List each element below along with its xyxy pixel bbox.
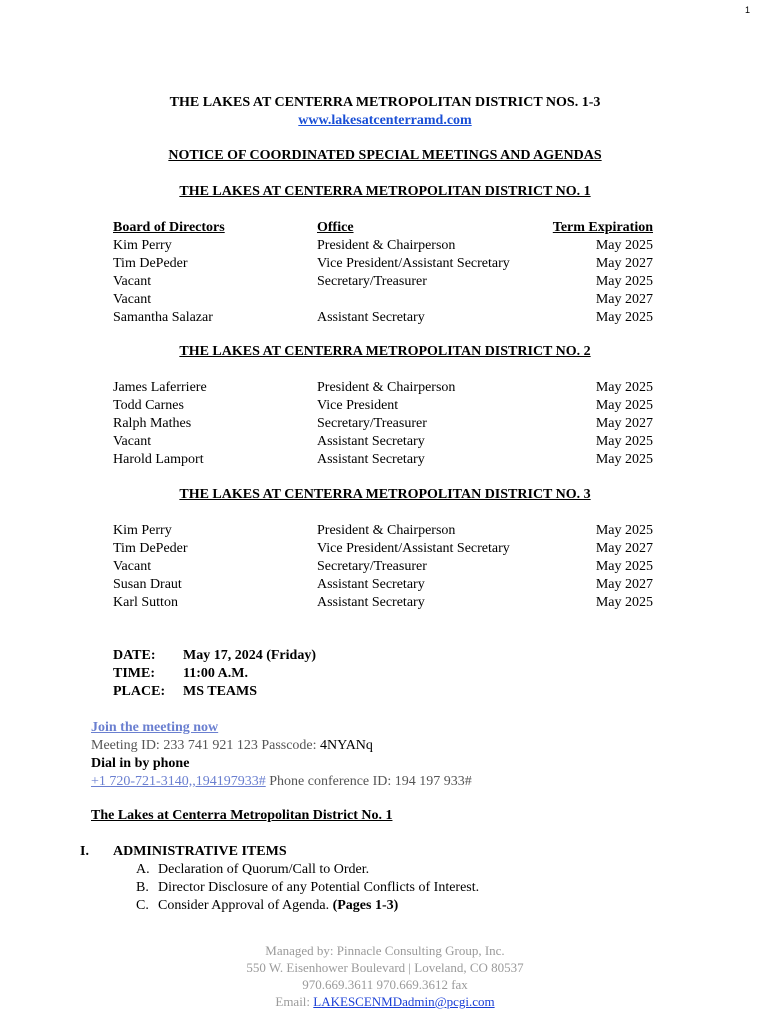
member-term: May 2025 <box>595 452 653 467</box>
agenda-item-letter: C. <box>136 898 149 913</box>
roster-row <box>113 433 653 451</box>
member-name: Todd Carnes <box>113 398 184 413</box>
website-link-wrap <box>0 113 770 129</box>
roster-row <box>113 273 653 291</box>
footer-email-link[interactable]: LAKESCENMDadmin@pcgi.com <box>313 994 495 1009</box>
date-value: May 17, 2024 (Friday) <box>183 648 316 663</box>
page-number: 1 <box>744 5 750 15</box>
roster-row <box>113 594 653 612</box>
agenda-item <box>80 879 479 897</box>
place-label: PLACE: <box>113 684 166 699</box>
meeting-id-line <box>91 737 472 755</box>
footer-managed-by: Managed by: Pinnacle Consulting Group, Inc. <box>265 943 505 958</box>
roster-row <box>113 558 653 576</box>
agenda-item-letter: A. <box>136 862 150 877</box>
teams-join-info <box>91 719 472 791</box>
member-term: May 2025 <box>595 274 653 289</box>
header-office: Office <box>317 220 354 235</box>
member-term: May 2027 <box>595 416 653 431</box>
member-office <box>317 291 533 309</box>
footer-email-label: Email: <box>275 994 314 1009</box>
member-office: Secretary/Treasurer <box>317 416 427 431</box>
district-3-roster <box>113 522 653 612</box>
time-label: TIME: <box>113 666 155 681</box>
member-term: May 2025 <box>595 523 653 538</box>
district-1-roster <box>113 219 653 327</box>
footer-phone-fax: 970.669.3611 970.669.3612 fax <box>302 977 468 992</box>
member-term: May 2025 <box>595 434 653 449</box>
agenda-item <box>80 897 479 915</box>
agenda-section <box>80 843 479 915</box>
member-term: May 2025 <box>595 238 653 253</box>
member-term: May 2025 <box>595 559 653 574</box>
member-term: May 2027 <box>595 256 653 271</box>
join-meeting-link[interactable]: Join the meeting now <box>91 720 219 735</box>
agenda-item-text: Director Disclosure of any Potential Conflicts of Interest. <box>158 880 480 895</box>
member-name: Tim DePeder <box>113 256 188 271</box>
roster-row <box>113 540 653 558</box>
member-name: Ralph Mathes <box>113 416 192 431</box>
member-name: Vacant <box>113 434 152 449</box>
member-term: May 2027 <box>595 541 653 556</box>
member-office: President & Chairperson <box>317 238 456 253</box>
member-office: Secretary/Treasurer <box>317 559 427 574</box>
member-name: Vacant <box>113 274 152 289</box>
member-name: Vacant <box>113 559 152 574</box>
section-title: The Lakes at Centerra Metropolitan District No. 1 <box>91 808 393 823</box>
agenda-item <box>80 861 479 879</box>
roster-row <box>113 415 653 433</box>
phone-line <box>91 773 472 791</box>
meeting-date-row <box>113 647 316 665</box>
date-label: DATE: <box>113 648 156 663</box>
member-name: Samantha Salazar <box>113 310 213 325</box>
footer-email-line <box>0 993 770 1010</box>
member-name: Karl Sutton <box>113 595 178 610</box>
agenda-heading-row <box>80 843 479 861</box>
member-office: Assistant Secretary <box>317 434 425 449</box>
member-office: Assistant Secretary <box>317 310 425 325</box>
roster-row <box>113 522 653 540</box>
member-term: May 2027 <box>595 292 653 307</box>
member-name: James Laferriere <box>113 380 207 395</box>
member-office: Vice President/Assistant Secretary <box>317 541 510 556</box>
roster-row <box>113 379 653 397</box>
member-name: Kim Perry <box>113 523 172 538</box>
member-term: May 2025 <box>595 595 653 610</box>
footer <box>0 942 770 1010</box>
member-office: Assistant Secretary <box>317 452 425 467</box>
member-term: May 2025 <box>595 310 653 325</box>
roster-row <box>113 576 653 594</box>
district-2-title: THE LAKES AT CENTERRA METROPOLITAN DISTRICT NO. 2 <box>179 344 591 359</box>
notice-heading: NOTICE OF COORDINATED SPECIAL MEETINGS AND AGENDAS <box>168 148 602 163</box>
district-3-title: THE LAKES AT CENTERRA METROPOLITAN DISTRICT NO. 3 <box>179 487 591 502</box>
member-office: Vice President <box>317 398 399 413</box>
member-office: Assistant Secretary <box>317 595 425 610</box>
member-office: Assistant Secretary <box>317 577 425 592</box>
phone-number-link[interactable]: +1 720-721-3140,,194197933# <box>91 774 266 789</box>
member-office: President & Chairperson <box>317 380 456 395</box>
member-office: Secretary/Treasurer <box>317 274 427 289</box>
roster-row <box>113 397 653 415</box>
member-office: Vice President/Assistant Secretary <box>317 256 510 271</box>
roster-row <box>113 237 653 255</box>
agenda-roman-numeral: I. <box>80 844 89 859</box>
member-name: Kim Perry <box>113 238 172 253</box>
roster-row <box>113 309 653 327</box>
member-office: President & Chairperson <box>317 523 456 538</box>
roster-row <box>113 255 653 273</box>
member-name: Susan Draut <box>113 577 182 592</box>
passcode-text: 4NYANq <box>320 738 373 753</box>
member-name: Harold Lamport <box>113 452 204 467</box>
header-board-of-directors: Board of Directors <box>113 220 225 235</box>
roster-header-row <box>113 219 653 237</box>
roster-row <box>113 291 653 309</box>
website-link[interactable]: www.lakesatcenterramd.com <box>298 113 472 128</box>
agenda-item-text: Consider Approval of Agenda. (Pages 1-3) <box>158 898 399 913</box>
dial-in-heading: Dial in by phone <box>91 756 190 771</box>
district-1-title: THE LAKES AT CENTERRA METROPOLITAN DISTRICT NO. 1 <box>179 184 591 199</box>
join-line <box>91 719 472 737</box>
meeting-place-row <box>113 683 316 701</box>
place-value: MS TEAMS <box>183 684 258 699</box>
member-name: Tim DePeder <box>113 541 188 556</box>
agenda-item-letter: B. <box>136 880 149 895</box>
time-value: 11:00 A.M. <box>183 666 248 681</box>
member-term: May 2025 <box>595 380 653 395</box>
member-term: May 2025 <box>595 398 653 413</box>
meeting-id-text: Meeting ID: 233 741 921 123 Passcode: <box>91 738 321 753</box>
meeting-time-row <box>113 665 316 683</box>
meeting-details <box>113 647 316 701</box>
header-term-expiration: Term Expiration <box>552 220 653 235</box>
conference-id-text: Phone conference ID: 194 197 933# <box>265 774 472 789</box>
agenda-item-text: Declaration of Quorum/Call to Order. <box>158 862 370 877</box>
document-title: THE LAKES AT CENTERRA METROPOLITAN DISTRICT NOS. 1-3 <box>169 95 601 110</box>
roster-row <box>113 451 653 469</box>
footer-address: 550 W. Eisenhower Boulevard | Loveland, CO 80537 <box>246 960 524 975</box>
member-name: Vacant <box>113 292 152 307</box>
agenda-heading: ADMINISTRATIVE ITEMS <box>113 844 287 859</box>
member-term: May 2027 <box>595 577 653 592</box>
district-2-roster <box>113 379 653 469</box>
